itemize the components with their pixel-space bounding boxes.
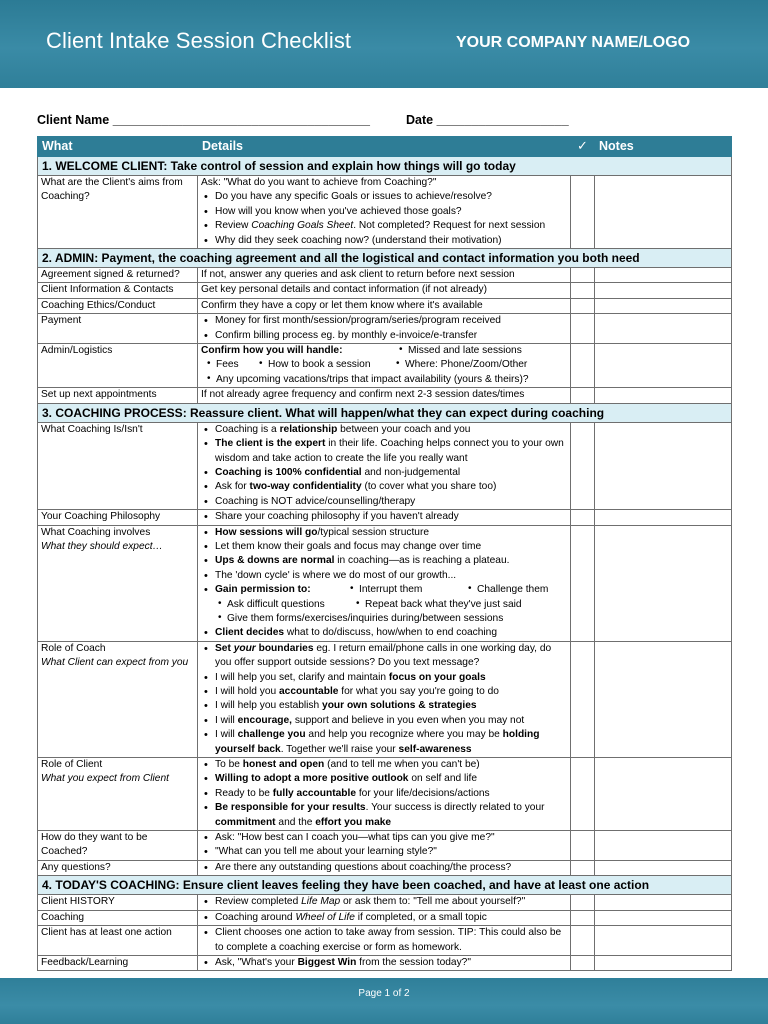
- row-what: Any questions?: [38, 860, 198, 875]
- notes-cell[interactable]: [595, 176, 732, 249]
- check-cell[interactable]: [571, 268, 595, 283]
- list-item: • Money for first month/session/program/series/program received: [201, 314, 567, 328]
- check-cell[interactable]: [571, 176, 595, 249]
- section-title: 1. WELCOME CLIENT: Take control of session and explain how things will go today: [38, 157, 732, 176]
- notes-cell[interactable]: [595, 510, 732, 525]
- table-row: [38, 525, 732, 641]
- row-details: If not already agree frequency and confirm next 2-3 session dates/times: [198, 388, 571, 403]
- list-item: • Why did they seek coaching now? (understand their motivation): [201, 234, 567, 248]
- detail-list: [201, 190, 567, 248]
- row-details: Confirm they have a copy or let them know where it's available: [198, 298, 571, 313]
- page-number: Page 1 of 2: [358, 988, 410, 999]
- list-item: • Missed and late sessions: [396, 344, 522, 358]
- notes-cell[interactable]: [595, 895, 732, 910]
- notes-cell[interactable]: [595, 525, 732, 641]
- list-item: • Where: Phone/Zoom/Other: [394, 358, 527, 372]
- row-details: [198, 176, 571, 249]
- table-row: [38, 910, 732, 925]
- what-sub: What they should expect…: [41, 540, 163, 552]
- notes-cell[interactable]: [595, 955, 732, 970]
- check-cell[interactable]: [571, 344, 595, 388]
- check-cell[interactable]: [571, 895, 595, 910]
- check-cell[interactable]: [571, 283, 595, 298]
- row-what: Payment: [38, 314, 198, 344]
- checklist-table: [37, 136, 732, 971]
- list-item: • Do you have any specific Goals or issues to achieve/resolve?: [201, 190, 567, 204]
- what-label: What Coaching involves: [41, 526, 151, 538]
- header-check: ✓: [571, 137, 595, 157]
- list-item: • Set your boundaries eg. I return email/phone calls in one working day, do you offer support outside sessions? Do you text message?: [201, 642, 567, 671]
- client-name-field[interactable]: Client Name _____________________________________: [37, 113, 370, 127]
- list-item: • How to book a session: [257, 358, 394, 372]
- date-field[interactable]: Date ___________________: [406, 113, 569, 127]
- row-details: If not, answer any queries and ask client to return before next session: [198, 268, 571, 283]
- section-title: 3. COACHING PROCESS: Reassure client. What will happen/what they can expect during coaching: [38, 403, 732, 422]
- table-row: [38, 344, 732, 388]
- check-cell[interactable]: [571, 955, 595, 970]
- table-row: [38, 314, 732, 344]
- row-details: [198, 758, 571, 831]
- list-item: • How sessions will go/typical session structure: [201, 526, 567, 540]
- table-row: [38, 955, 732, 970]
- notes-cell[interactable]: [595, 283, 732, 298]
- detail-list: [201, 423, 567, 509]
- detail-lead: Confirm how you will handle:: [201, 345, 343, 357]
- page-title: Client Intake Session Checklist: [46, 28, 352, 53]
- detail-list: [201, 911, 567, 925]
- notes-cell[interactable]: [595, 388, 732, 403]
- row-details: [198, 926, 571, 956]
- notes-cell[interactable]: [595, 641, 732, 757]
- detail-line: [201, 373, 567, 387]
- list-item: • I will help you establish your own solutions & strategies: [201, 699, 567, 713]
- row-what: Coaching Ethics/Conduct: [38, 298, 198, 313]
- check-cell[interactable]: [571, 831, 595, 861]
- list-item: • Ups & downs are normal in coaching—as is reaching a plateau.: [201, 554, 567, 568]
- table-row: [38, 283, 732, 298]
- detail-list: [201, 861, 567, 875]
- header-what: What: [38, 137, 198, 157]
- list-item: • "What can you tell me about your learning style?": [201, 845, 567, 859]
- row-what: Client Information & Contacts: [38, 283, 198, 298]
- list-item: • Are there any outstanding questions about coaching/the process?: [201, 861, 567, 875]
- check-cell[interactable]: [571, 641, 595, 757]
- table-row: [38, 510, 732, 525]
- page-header: [0, 0, 768, 88]
- table-header-row: [38, 137, 732, 157]
- list-item: • Coaching is 100% confidential and non-judgemental: [201, 466, 567, 480]
- row-what: What Coaching Is/Isn't: [38, 422, 198, 509]
- list-item: • Confirm billing process eg. by monthly e-invoice/e-transfer: [201, 329, 567, 343]
- list-item: • Review completed Life Map or ask them to: "Tell me about yourself?": [201, 895, 567, 909]
- row-what: Client has at least one action: [38, 926, 198, 956]
- row-what: [38, 525, 198, 641]
- what-label: Role of Client: [41, 759, 103, 771]
- page-footer: [0, 978, 768, 1024]
- table-row: [38, 895, 732, 910]
- list-item: • Ready to be fully accountable for your life/decisions/actions: [201, 787, 567, 801]
- notes-cell[interactable]: [595, 831, 732, 861]
- header-details: Details: [198, 137, 571, 157]
- row-details: [198, 525, 571, 641]
- list-item: • Willing to adopt a more positive outlook on self and life: [201, 772, 567, 786]
- row-what: What are the Client's aims from Coaching?: [38, 176, 198, 249]
- list-item: • I will hold you accountable for what you say you're going to do: [201, 685, 567, 699]
- row-what: [38, 641, 198, 757]
- list-item: • Gain permission to: • Interrupt them • Challenge them • Ask difficult questions • Repeat back what they've just said • Give them forms/exercises/inquiries during/between sessions: [201, 583, 567, 626]
- row-details: [198, 510, 571, 525]
- notes-cell[interactable]: [595, 910, 732, 925]
- section-todays-coaching: [38, 876, 732, 895]
- row-details: Get key personal details and contact information (if not already): [198, 283, 571, 298]
- section-welcome-client: [38, 157, 732, 176]
- list-item: • I will encourage, support and believe in you even when you may not: [201, 714, 567, 728]
- table-row: [38, 422, 732, 509]
- notes-cell[interactable]: [595, 268, 732, 283]
- list-item: • Share your coaching philosophy if you haven't already: [201, 510, 567, 524]
- check-cell[interactable]: [571, 422, 595, 509]
- list-item: • The client is the expert in their life. Coaching helps connect you to your own wisdom and take action to create the life you really want: [201, 437, 567, 466]
- row-details: [198, 422, 571, 509]
- header-notes: Notes: [595, 137, 732, 157]
- row-what: Your Coaching Philosophy: [38, 510, 198, 525]
- notes-cell[interactable]: [595, 314, 732, 344]
- notes-cell[interactable]: [595, 344, 732, 388]
- row-what: Coaching: [38, 910, 198, 925]
- list-item: • Client chooses one action to take away from session. TIP: This could also be to complete a coaching exercise or form as homework.: [201, 926, 567, 955]
- row-what: How do they want to be Coached?: [38, 831, 198, 861]
- table-row: [38, 926, 732, 956]
- table-row: [38, 860, 732, 875]
- check-cell[interactable]: [571, 758, 595, 831]
- list-item: • Ask for two-way confidentiality (to cover what you share too): [201, 480, 567, 494]
- check-cell[interactable]: [571, 860, 595, 875]
- check-cell[interactable]: [571, 314, 595, 344]
- what-label: Role of Coach: [41, 642, 106, 654]
- notes-cell[interactable]: [595, 926, 732, 956]
- check-cell[interactable]: [571, 298, 595, 313]
- row-details: [198, 641, 571, 757]
- company-name-logo: YOUR COMPANY NAME/LOGO: [456, 34, 691, 51]
- row-what: Agreement signed & returned?: [38, 268, 198, 283]
- list-item: • Ask, "What's your Biggest Win from the session today?": [201, 956, 567, 970]
- check-cell[interactable]: [571, 926, 595, 956]
- detail-list: [201, 642, 567, 757]
- list-item: • Ask: "How best can I coach you—what tips can you give me?": [201, 831, 567, 845]
- row-details: [198, 955, 571, 970]
- check-cell[interactable]: [571, 525, 595, 641]
- row-details: [198, 860, 571, 875]
- list-item: • Be responsible for your results. Your success is directly related to your commitment and the effort you make: [201, 801, 567, 830]
- list-item: • How will you know when you've achieved those goals?: [201, 205, 567, 219]
- notes-cell[interactable]: [595, 298, 732, 313]
- detail-list: [201, 314, 567, 343]
- table-row: [38, 758, 732, 831]
- table-row: [38, 388, 732, 403]
- notes-cell[interactable]: [595, 422, 732, 509]
- row-what: Admin/Logistics: [38, 344, 198, 388]
- section-coaching-process: [38, 403, 732, 422]
- list-item: • Let them know their goals and focus may change over time: [201, 540, 567, 554]
- list-item: • Review Coaching Goals Sheet. Not completed? Request for next session: [201, 219, 567, 233]
- list-item: • The 'down cycle' is where we do most of our growth...: [201, 569, 567, 583]
- list-item: • Any upcoming vacations/trips that impact availability (yours & theirs)?: [205, 373, 529, 387]
- detail-line: [201, 344, 567, 358]
- detail-list: [201, 831, 567, 860]
- row-details: [198, 895, 571, 910]
- row-details: [198, 910, 571, 925]
- row-details: [198, 314, 571, 344]
- section-title: 2. ADMIN: Payment, the coaching agreement and all the logistical and contact information you both need: [38, 249, 732, 268]
- notes-cell[interactable]: [595, 860, 732, 875]
- table-row: [38, 268, 732, 283]
- detail-list: [201, 758, 567, 830]
- row-details: [198, 831, 571, 861]
- what-sub: What you expect from Client: [41, 773, 169, 785]
- row-what: Feedback/Learning: [38, 955, 198, 970]
- detail-list: [201, 526, 567, 641]
- check-cell[interactable]: [571, 510, 595, 525]
- table-row: [38, 176, 732, 249]
- list-item: • To be honest and open (and to tell me when you can't be): [201, 758, 567, 772]
- what-sub: What Client can expect from you: [41, 657, 189, 669]
- list-item: • Client decides what to do/discuss, how/when to end coaching: [201, 626, 567, 640]
- list-item: • I will challenge you and help you recognize where you may be holding yourself back. Together we'll raise your self-awareness: [201, 728, 567, 757]
- list-item: • Coaching is a relationship between your coach and you: [201, 423, 567, 437]
- check-cell[interactable]: [571, 910, 595, 925]
- list-item: • Fees: [205, 358, 257, 372]
- detail-line: [201, 358, 567, 372]
- row-what: [38, 758, 198, 831]
- notes-cell[interactable]: [595, 758, 732, 831]
- list-item: • Coaching around Wheel of Life if completed, or a small topic: [201, 911, 567, 925]
- row-details: [198, 344, 571, 388]
- detail-list: [201, 895, 567, 909]
- list-item: • I will help you set, clarify and maintain focus on your goals: [201, 671, 567, 685]
- section-title: 4. TODAY'S COACHING: Ensure client leaves feeling they have been coached, and have at least one action: [38, 876, 732, 895]
- row-what: Set up next appointments: [38, 388, 198, 403]
- detail-list: [201, 956, 567, 970]
- detail-list: [201, 510, 567, 524]
- check-cell[interactable]: [571, 388, 595, 403]
- table-row: [38, 641, 732, 757]
- row-what: Client HISTORY: [38, 895, 198, 910]
- table-row: [38, 831, 732, 861]
- detail-list: [201, 926, 567, 955]
- table-row: [38, 298, 732, 313]
- list-item: • Coaching is NOT advice/counselling/therapy: [201, 495, 567, 509]
- section-admin: [38, 249, 732, 268]
- detail-text: Ask: "What do you want to achieve from Coaching?": [201, 177, 437, 188]
